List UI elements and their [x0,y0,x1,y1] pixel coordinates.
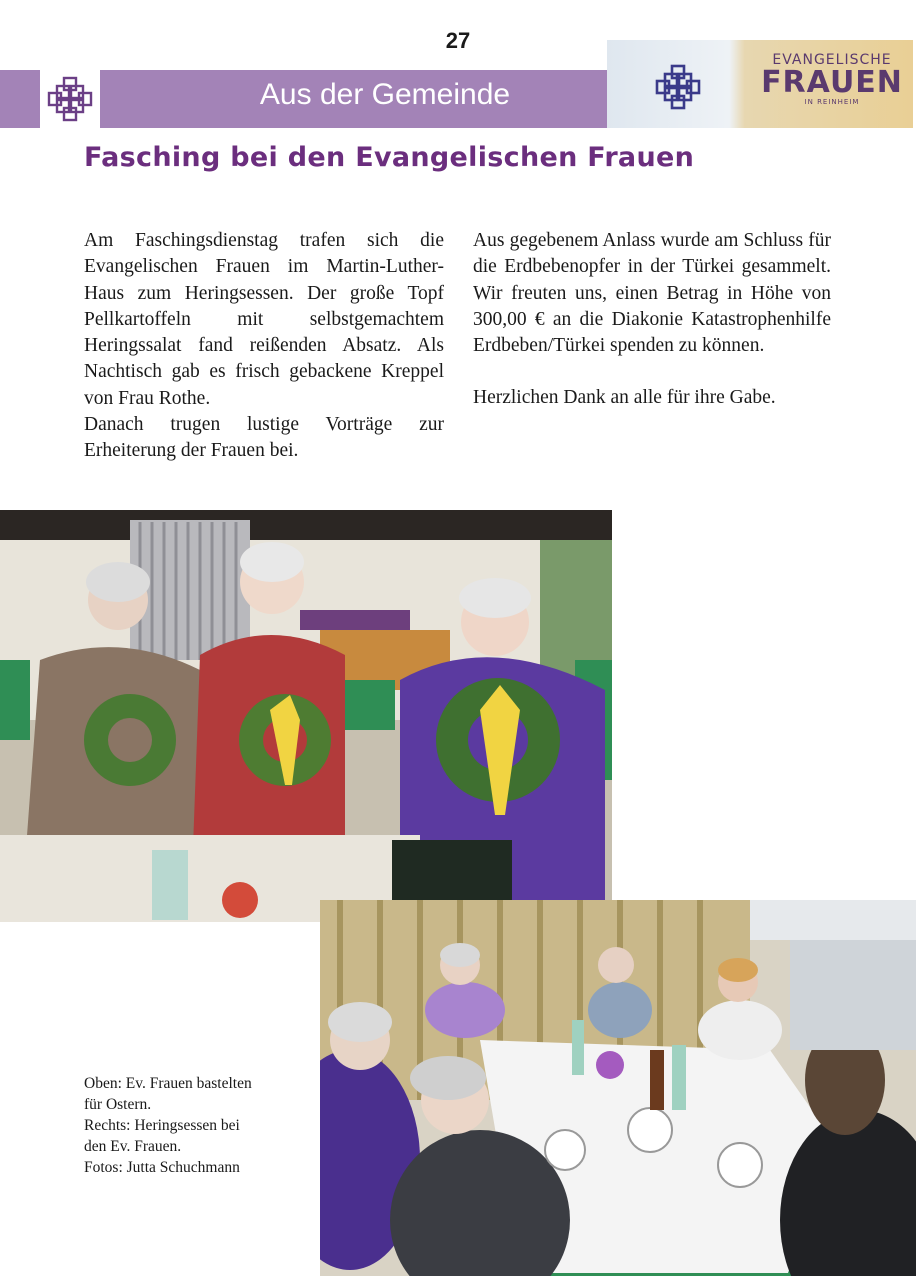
banner-line-2: FRAUEN [761,65,903,100]
evangelische-frauen-banner [607,40,913,128]
paragraph: Herzlichen Dank an alle für ihre Gabe. [473,387,776,409]
banner-line-1: EVANGELISCHE [772,52,892,68]
cross-icon [653,62,703,117]
article-column-left [84,228,444,465]
paragraph: Am Faschingsdienstag trafen sich die Evangelischen Frauen im Martin-Luther-Haus zum Heringsessen. Der große Topf Pellkartoffeln mit selbstgemachtem Heringssalat fand reißenden Absatz. Als Nachtisch gab es frisch gebackene Kreppel von Frau Rothe. [84,230,444,409]
section-title: Aus der Gemeinde [259,78,511,111]
article-title: Fasching bei den Evangelischen Frauen [84,142,695,173]
caption-line: für Ostern. [84,1096,152,1113]
church-cross-logo-icon [40,70,100,128]
banner-line-3: IN REINHEIM [804,98,860,106]
paragraph: Danach trugen lustige Vorträge zur Erheiterung der Frauen bei. [84,414,444,462]
photo-herring-dinner [320,900,916,1276]
paragraph: Aus gegebenem Anlass wurde am Schluss für die Erdbebenopfer in der Türkei gesammelt. Wir freuten uns, einen Betrag in Höhe von 300,00 € an die Diakonie Katastrophenhilfe Erdbeben/Türkei spenden zu können. [473,230,831,357]
photo-women-with-wreaths [0,510,612,922]
photo-caption [84,1073,252,1178]
page-number: 27 [445,28,471,53]
caption-line: Oben: Ev. Frauen bastelten [84,1075,252,1092]
caption-line: Fotos: Jutta Schuchmann [84,1159,240,1176]
caption-line: den Ev. Frauen. [84,1138,182,1155]
caption-line: Rechts: Heringsessen bei [84,1117,240,1134]
banner-text [757,52,907,106]
article-column-right [473,228,831,412]
